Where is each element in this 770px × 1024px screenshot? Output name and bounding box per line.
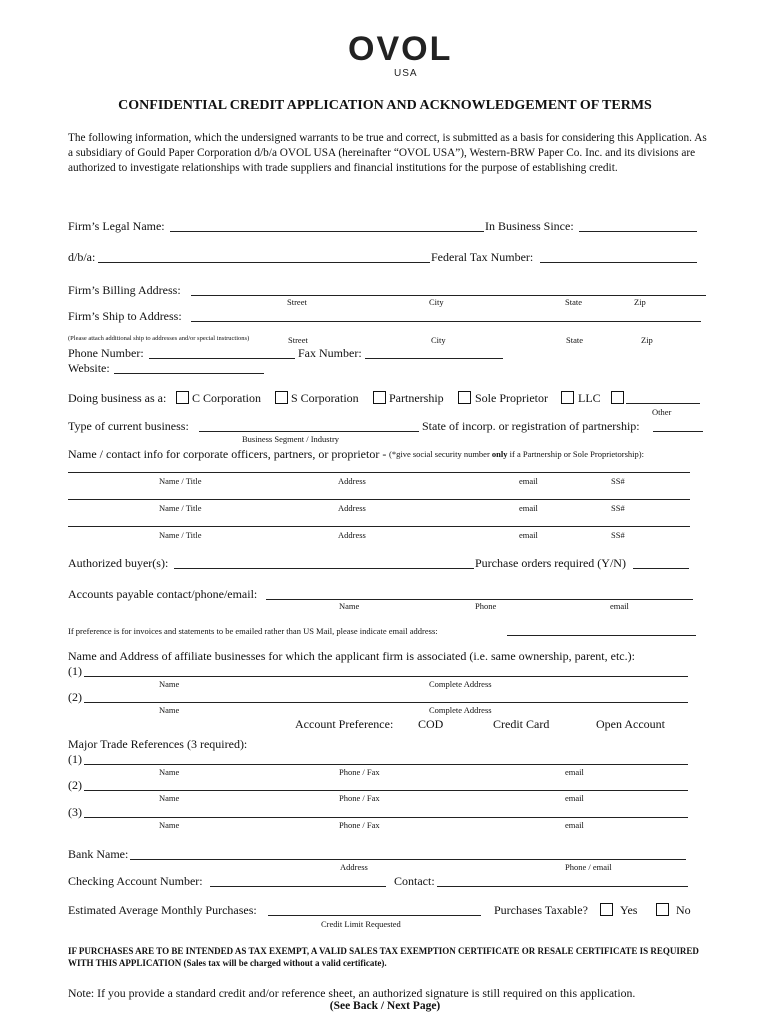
other-checkbox[interactable]	[611, 391, 624, 404]
affiliate-1-address-caption: Complete Address	[429, 679, 492, 689]
bank-name-label: Bank Name:	[68, 847, 129, 861]
email-preference-field[interactable]	[507, 635, 696, 636]
website-field[interactable]	[114, 373, 264, 374]
officer-row-3[interactable]	[68, 526, 690, 527]
ship-street-caption: Street	[288, 335, 308, 345]
trade-ref-2-name-caption: Name	[159, 793, 180, 803]
ap-name-caption: Name	[339, 601, 360, 611]
ap-email-caption: email	[610, 601, 629, 611]
billing-zip-caption: Zip	[634, 297, 646, 307]
affiliate-2-field[interactable]	[84, 702, 688, 703]
bank-address-caption: Address	[340, 862, 368, 872]
affiliate-2-number: (2)	[68, 690, 82, 704]
authorized-buyers-field[interactable]	[174, 568, 474, 569]
signature-note: Note: If you provide a standard credit and/or reference sheet, an authorized signature is still required on this application.	[68, 986, 636, 1000]
dba-field[interactable]	[98, 262, 430, 263]
taxable-yes-label: Yes	[620, 903, 638, 917]
business-type-field[interactable]	[199, 431, 419, 432]
phone-field[interactable]	[149, 358, 295, 359]
taxable-yes-checkbox[interactable]	[600, 903, 613, 916]
fax-label: Fax Number:	[298, 346, 362, 360]
website-label: Website:	[68, 361, 110, 375]
llc-label: LLC	[578, 391, 601, 405]
purchases-taxable-label: Purchases Taxable?	[494, 903, 588, 917]
taxable-no-checkbox[interactable]	[656, 903, 669, 916]
account-pref-open-account[interactable]: Open Account	[596, 717, 665, 731]
trade-ref-1-field[interactable]	[84, 764, 688, 765]
officer-1-address-caption: Address	[338, 476, 366, 486]
officer-2-ss-caption: SS#	[611, 503, 625, 513]
in-business-since-field[interactable]	[579, 231, 697, 232]
federal-tax-field[interactable]	[540, 262, 697, 263]
po-required-label: Purchase orders required (Y/N)	[475, 556, 626, 570]
in-business-since-label: In Business Since:	[485, 219, 574, 233]
officer-1-name-caption: Name / Title	[159, 476, 202, 486]
affiliate-1-field[interactable]	[84, 676, 688, 677]
see-back-link: (See Back / Next Page)	[329, 1000, 441, 1012]
ovol-logo: OVOL	[348, 30, 453, 68]
sole-proprietor-checkbox[interactable]	[458, 391, 471, 404]
partnership-label: Partnership	[389, 391, 444, 405]
po-required-field[interactable]	[633, 568, 689, 569]
business-segment-caption: Business Segment / Industry	[242, 434, 340, 444]
estimated-purchases-field[interactable]	[268, 915, 481, 916]
federal-tax-label: Federal Tax Number:	[431, 250, 534, 264]
officers-label: Name / contact info for corporate officers, partners, or proprietor -	[68, 447, 387, 461]
estimated-purchases-label: Estimated Average Monthly Purchases:	[68, 903, 257, 917]
phone-label: Phone Number:	[68, 346, 144, 360]
account-pref-credit-card[interactable]: Credit Card	[493, 717, 550, 731]
trade-ref-2-phone-caption: Phone / Fax	[339, 793, 380, 803]
state-incorp-field[interactable]	[653, 431, 703, 432]
trade-ref-2-email-caption: email	[565, 793, 584, 803]
bank-name-field[interactable]	[130, 859, 686, 860]
legal-name-field[interactable]	[170, 231, 484, 232]
billing-city-caption: City	[429, 297, 444, 307]
partnership-checkbox[interactable]	[373, 391, 386, 404]
affiliate-2-address-caption: Complete Address	[429, 705, 492, 715]
s-corporation-checkbox[interactable]	[275, 391, 288, 404]
dba-label: d/b/a:	[68, 250, 96, 264]
s-corporation-label: S Corporation	[291, 391, 359, 405]
trade-references-label: Major Trade References (3 required):	[68, 737, 248, 751]
ship-address-field[interactable]	[191, 321, 701, 322]
billing-street-caption: Street	[287, 297, 307, 307]
affiliates-label: Name and Address of affiliate businesses for which the applicant firm is associated (i.e. same ownership, parent, etc.):	[68, 649, 635, 663]
checking-account-label: Checking Account Number:	[68, 874, 203, 888]
trade-ref-2-number: (2)	[68, 778, 82, 792]
affiliate-1-name-caption: Name	[159, 679, 180, 689]
trade-ref-1-phone-caption: Phone / Fax	[339, 767, 380, 777]
affiliate-2-name-caption: Name	[159, 705, 180, 715]
trade-ref-1-number: (1)	[68, 752, 82, 766]
c-corporation-checkbox[interactable]	[176, 391, 189, 404]
doing-business-label: Doing business as a:	[68, 391, 167, 405]
officer-2-email-caption: email	[519, 503, 538, 513]
officer-2-address-caption: Address	[338, 503, 366, 513]
trade-ref-3-email-caption: email	[565, 820, 584, 830]
ap-contact-field[interactable]	[266, 599, 693, 600]
billing-address-field[interactable]	[191, 295, 706, 296]
account-preference-label: Account Preference:	[295, 717, 394, 731]
ship-city-caption: City	[431, 335, 446, 345]
officer-1-ss-caption: SS#	[611, 476, 625, 486]
fax-field[interactable]	[365, 358, 503, 359]
officer-3-name-caption: Name / Title	[159, 530, 202, 540]
legal-name-label: Firm’s Legal Name:	[68, 219, 165, 233]
trade-ref-2-field[interactable]	[84, 790, 688, 791]
email-preference-label: If preference is for invoices and statements to be emailed rather than US Mail, please indicate email address:	[68, 626, 438, 636]
state-incorp-label: State of incorp. or registration of partnership:	[422, 419, 640, 433]
page-title: CONFIDENTIAL CREDIT APPLICATION AND ACKNOWLEDGEMENT OF TERMS	[118, 98, 652, 113]
officer-2-name-caption: Name / Title	[159, 503, 202, 513]
officer-3-email-caption: email	[519, 530, 538, 540]
officer-3-address-caption: Address	[338, 530, 366, 540]
ship-address-label: Firm’s Ship to Address:	[68, 309, 182, 323]
authorized-buyers-label: Authorized buyer(s):	[68, 556, 169, 570]
taxable-no-label: No	[676, 903, 691, 917]
trade-ref-1-name-caption: Name	[159, 767, 180, 777]
ovol-logo-sub: USA	[394, 68, 418, 79]
bank-phone-email-caption: Phone / email	[565, 862, 612, 872]
officer-1-email-caption: email	[519, 476, 538, 486]
business-type-label: Type of current business:	[68, 419, 189, 433]
trade-ref-3-number: (3)	[68, 805, 82, 819]
billing-state-caption: State	[565, 297, 582, 307]
ship-address-note: (Please attach additional ship to addresses and/or special instructions)	[68, 335, 250, 342]
other-field[interactable]	[626, 403, 700, 404]
trade-ref-1-email-caption: email	[565, 767, 584, 777]
bank-contact-label: Contact:	[394, 874, 435, 888]
other-caption: Other	[652, 407, 672, 417]
account-pref-cod[interactable]: COD	[418, 717, 444, 731]
tax-exempt-warning: IF PURCHASES ARE TO BE INTENDED AS TAX EXEMPT, A VALID SALES TAX EXEMPTION CERTIFICATE OR RESALE CERTIFICATE IS REQUIRED WITH THIS APPLICATION (Sales tax will be charged without a valid certificate).	[68, 946, 699, 968]
trade-ref-3-phone-caption: Phone / Fax	[339, 820, 380, 830]
officer-3-ss-caption: SS#	[611, 530, 625, 540]
officers-note: (*give social security number only if a Partnership or Sole Proprietorship):	[389, 449, 644, 459]
intro-paragraph: The following information, which the undersigned warrants to be true and correct, is submitted as a basis for considering this Application. As a subsidiary of Gould Paper Corporation d/b/a OVOL USA (hereinafter “OVOL USA”), Western-BRW Paper Co. Inc. and its divisions are authorized to investigate relationships with trade suppliers and financial institutions for the purpose of establishing credit.	[68, 132, 707, 174]
officer-row-1[interactable]	[68, 472, 690, 473]
c-corporation-label: C Corporation	[192, 391, 261, 405]
ap-phone-caption: Phone	[475, 601, 497, 611]
credit-limit-caption: Credit Limit Requested	[321, 919, 401, 929]
llc-checkbox[interactable]	[561, 391, 574, 404]
checking-account-field[interactable]	[210, 886, 386, 887]
trade-ref-3-field[interactable]	[84, 817, 688, 818]
trade-ref-3-name-caption: Name	[159, 820, 180, 830]
officer-row-2[interactable]	[68, 499, 690, 500]
sole-proprietor-label: Sole Proprietor	[475, 391, 548, 405]
ap-contact-label: Accounts payable contact/phone/email:	[68, 587, 258, 601]
bank-contact-field[interactable]	[437, 886, 688, 887]
billing-address-label: Firm’s Billing Address:	[68, 283, 181, 297]
ship-zip-caption: Zip	[641, 335, 653, 345]
ship-state-caption: State	[566, 335, 583, 345]
affiliate-1-number: (1)	[68, 664, 82, 678]
